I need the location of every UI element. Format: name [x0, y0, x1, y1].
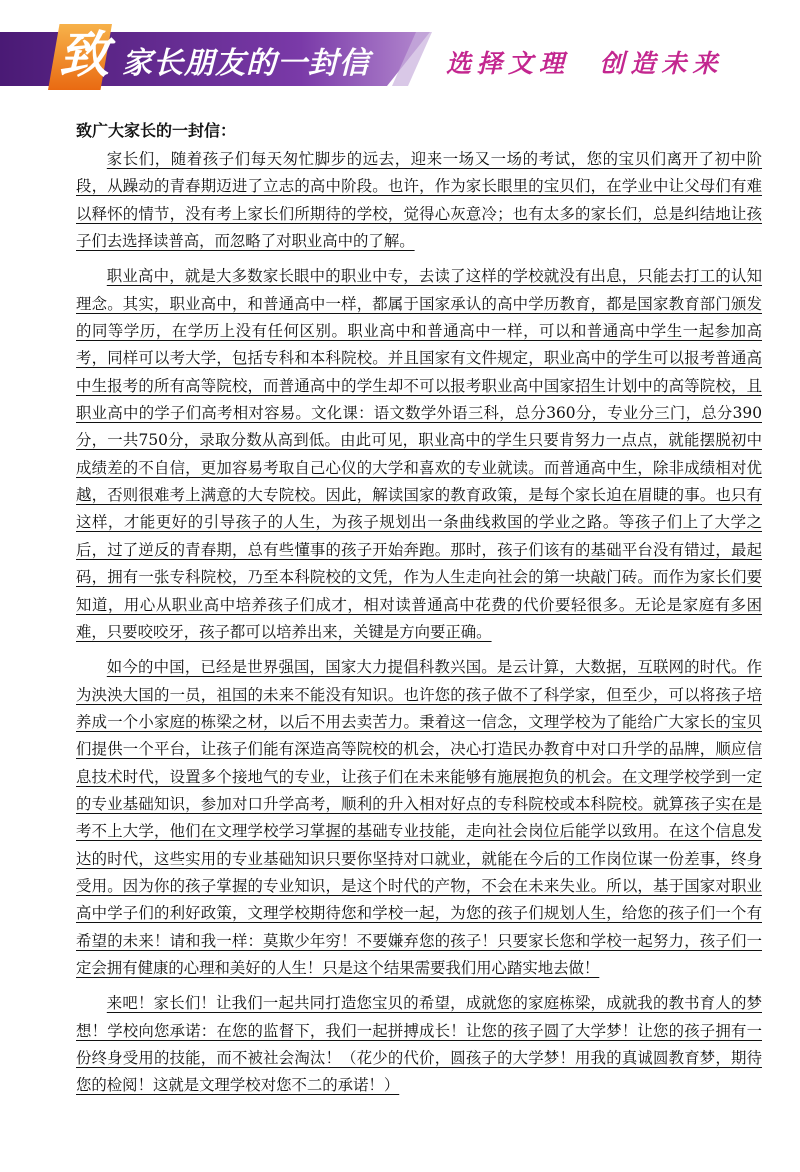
paragraph-text: 来吧！家长们！让我们一起共同打造您宝贝的希望，成就您的家庭栋梁，成就我的教书育人的梦想！学校向您承诺：在您的监督下，我们一起拼搏成长！让您的孩子圆了大学梦！让您的孩子拥有一份终身受用的技能，而不被社会淘汰！（花少的代价，圆孩子的大学梦！用我的真诚圆教育梦，期待您的检阅！这就是文理学校对您不二的承诺！） [76, 994, 762, 1095]
paragraph-text: 家长们，随着孩子们每天匆忙脚步的远去，迎来一场又一场的考试，您的宝贝们离开了初中阶段，从躁动的青春期迈进了立志的高中阶段。也许，作为家长眼里的宝贝们，在学业中让父母们有难以释怀的情节，没有考上家长们所期待的学校，觉得心灰意冷；也有太多的家长们，总是纠结地让孩子们去选择读普高，而忽略了对职业高中的了解。 [76, 150, 762, 251]
letter-paragraph-3 [76, 654, 762, 982]
letter-greeting: 致广大家长的一封信： [76, 121, 237, 140]
badge-char: 致 [59, 26, 109, 84]
page-header [0, 0, 800, 100]
slogan: 选择文理 创造未来 [446, 49, 724, 78]
page-title: 家长朋友的一封信 [122, 46, 370, 81]
letter-paragraph-2 [76, 263, 762, 646]
paragraph-text: 如今的中国，已经是世界强国，国家大力提倡科教兴国。是云计算，大数据，互联网的时代。作为泱泱大国的一员，祖国的未来不能没有知识。也许您的孩子做不了科学家，但至少，可以将孩子培养成一个小家庭的栋梁之材，以后不用去卖苦力。秉着这一信念，文理学校为了能给广大家长的宝贝们提供一个平台，让孩子们能有深造高等院校的机会，决心打造民办教育中对口升学的品牌，顺应信息技术时代，设置多个接地气的专业，让孩子们在未来能够有施展抱负的机会。在文理学校学到一定的专业基础知识，参加对口升学高考，顺利的升入相对好点的专科院校或本科院校。就算孩子实在是考不上大学，他们在文理学校学习掌握的基础专业技能，走向社会岗位后能学以致用。在这个信息发达的时代，这些实用的专业基础知识只要你坚持对口就业，就能在今后的工作岗位谋一份差事，终身受用。因为你的孩子掌握的专业知识，是这个时代的产物，不会在未来失业。所以，基于国家对职业高中学子们的利好政策，文理学校期待您和学校一起，为您的孩子们规划人生，给您的孩子们一个有希望的未来！请和我一样：莫欺少年穷！不要嫌弃您的孩子！只要家长您和学校一起努力，孩子们一定会拥有健康的心理和美好的人生！只是这个结果需要我们用心踏实地去做！ [76, 658, 762, 977]
letter-paragraph-1 [76, 146, 762, 255]
letter-paragraph-4 [76, 990, 762, 1099]
letter-body [76, 120, 762, 1108]
paragraph-text: 职业高中，就是大多数家长眼中的职业中专，去读了这样的学校就没有出息，只能去打工的认知理念。其实，职业高中，和普通高中一样，都属于国家承认的高中学历教育，都是国家教育部门颁发的同等学历，在学历上没有任何区别。职业高中和普通高中一样，可以和普通高中学生一起参加高考，同样可以考大学，包括专科和本科院校。并且国家有文件规定，职业高中的学生可以报考普通高中生报考的所有高等院校，而普通高中的学生却不可以报考职业高中国家招生计划中的高等院校，且职业高中的学子们高考相对容易。文化课：语文数学外语三科，总分360分，专业分三门，总分390分，一共750分，录取分数从高到低。由此可见，职业高中的学生只要肯努力一点点，就能摆脱初中成绩差的不自信，更加容易考取自己心仪的大学和喜欢的专业就读。而普通高中生，除非成绩相对优越，否则很难考上满意的大专院校。因此，解读国家的教育政策，是每个家长迫在眉睫的事。也只有这样，才能更好的引导孩子的人生，为孩子规划出一条曲线救国的学业之路。等孩子们上了大学之后，过了逆反的青春期，总有些懂事的孩子开始奔跑。那时，孩子们该有的基础平台没有错过，最起码，拥有一张专科院校，乃至本科院校的文凭，作为人生走向社会的第一块敲门砖。而作为家长们要知道，用心从职业高中培养孩子们成才，相对读普通高中花费的代价要轻很多。无论是家庭有多困难，只要咬咬牙，孩子都可以培养出来，关键是方向要正确。 [76, 267, 762, 641]
